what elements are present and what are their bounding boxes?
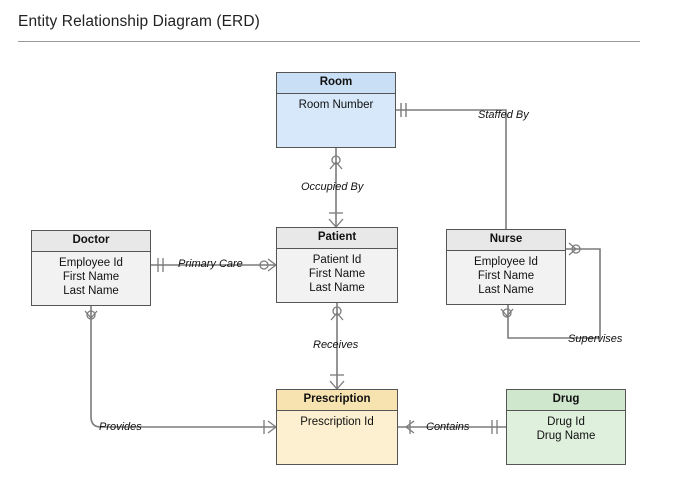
relationship-label-supervises: Supervises — [568, 333, 623, 345]
attribute: Prescription Id — [300, 416, 374, 428]
entity-doctor[interactable] — [31, 230, 151, 306]
relationship-label-primary-care: Primary Care — [178, 258, 243, 270]
entity-room-attributes — [277, 94, 395, 112]
entity-room-title: Room — [277, 73, 395, 94]
connector-provides — [91, 306, 276, 427]
entity-room[interactable] — [276, 72, 396, 148]
entity-nurse-attributes — [447, 251, 565, 297]
relationship-label-provides: Provides — [99, 421, 142, 433]
page-title: Entity Relationship Diagram (ERD) — [18, 13, 260, 30]
attribute: First Name — [308, 268, 366, 280]
entity-patient[interactable] — [276, 227, 398, 303]
attribute: Drug Id — [547, 416, 585, 428]
attribute: First Name — [62, 271, 120, 283]
entity-nurse-title: Nurse — [447, 230, 565, 251]
attribute: Employee Id — [59, 257, 123, 269]
attribute: Last Name — [478, 284, 534, 296]
connector-staffed-by — [396, 110, 506, 229]
attribute: Last Name — [309, 282, 365, 294]
attribute: Last Name — [63, 285, 119, 297]
entity-doctor-attributes — [32, 252, 150, 298]
relationship-label-receives: Receives — [313, 339, 359, 351]
relationship-label-staffed-by: Staffed By — [478, 109, 529, 121]
entity-patient-attributes — [277, 249, 397, 295]
entity-drug-attributes — [507, 411, 625, 443]
attribute: Drug Name — [536, 430, 596, 442]
entity-prescription-title: Prescription — [277, 390, 397, 411]
relationship-label-contains: Contains — [426, 421, 470, 433]
entity-prescription[interactable] — [276, 389, 398, 465]
attribute: First Name — [477, 270, 535, 282]
attribute: Employee Id — [474, 256, 538, 268]
entity-drug[interactable] — [506, 389, 626, 465]
entity-nurse[interactable] — [446, 229, 566, 305]
relationship-label-occupied-by: Occupied By — [301, 181, 364, 193]
entity-doctor-title: Doctor — [32, 231, 150, 252]
entity-prescription-attributes — [277, 411, 397, 429]
attribute: Room Number — [298, 99, 374, 111]
entity-patient-title: Patient — [277, 228, 397, 249]
entity-drug-title: Drug — [507, 390, 625, 411]
attribute: Patient Id — [312, 254, 362, 266]
